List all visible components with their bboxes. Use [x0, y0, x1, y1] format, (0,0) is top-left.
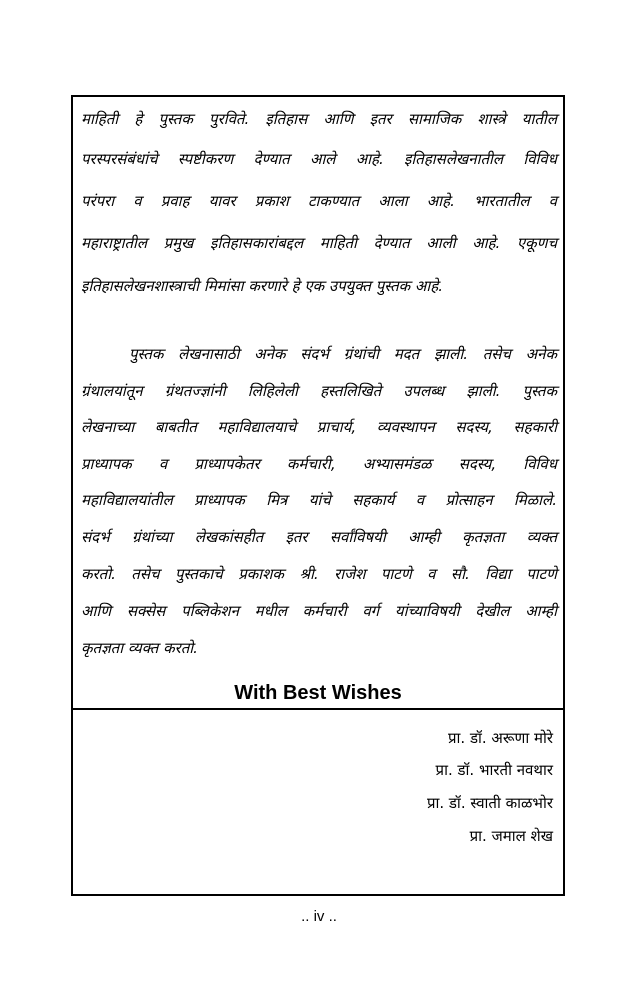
paragraph-2-line: महाविद्यालयांतील प्राध्यापक मित्र यांचे सहकार्य व प्रोत्साहन मिळाले. — [81, 491, 557, 509]
divider — [73, 708, 563, 710]
paragraph-1-line: इतिहासलेखनशास्त्राची मिमांसा करणारे हे एक उपयुक्त पुस्तक आहे. — [81, 277, 443, 295]
page-number: .. iv .. — [301, 908, 337, 925]
paragraph-2-line: करतो. तसेच पुस्तकाचे प्रकाशक श्री. राजेश पाटणे व सौ. विद्या पाटणे — [81, 565, 557, 583]
author-name: प्रा. डॉ. अरूणा मोरे — [447, 729, 553, 747]
paragraph-2-line: आणि सक्सेस पब्लिकेशन मधील कर्मचारी वर्ग यांच्याविषयी देखील आम्ही — [81, 602, 557, 620]
paragraph-1-line: माहिती हे पुस्तक पुरविते. इतिहास आणि इतर सामाजिक शास्त्रे यातील — [81, 110, 557, 128]
paragraph-1-line: परस्परसंबंधांचे स्पष्टीकरण देण्यात आले आहे. इतिहासलेखनातील विविध — [81, 150, 557, 168]
paragraph-1-line: महाराष्ट्रातील प्रमुख इतिहासकारांबद्दल माहिती देण्यात आली आहे. एकूणच — [81, 234, 557, 252]
paragraph-2-line: लेखनाच्या बाबतीत महाविद्यालयाचे प्राचार्य, व्यवस्थापन सदस्य, सहकारी — [81, 418, 557, 436]
best-wishes-heading: With Best Wishes — [234, 682, 402, 704]
paragraph-2-line: प्राध्यापक व प्राध्यापकेतर कर्मचारी, अभ्यासमंडळ सदस्य, विविध — [81, 455, 557, 473]
paragraph-2-line: कृतज्ञता व्यक्त करतो. — [81, 639, 198, 657]
paragraph-2-line: पुस्तक लेखनासाठी अनेक संदर्भ ग्रंथांची मदत झाली. तसेच अनेक — [129, 345, 557, 363]
author-name: प्रा. डॉ. स्वाती काळभोर — [426, 794, 553, 812]
paragraph-2-line: संदर्भ ग्रंथांच्या लेखकांसहीत इतर सर्वांविषयी आम्ही कृतज्ञता व्यक्त — [81, 528, 557, 546]
author-name: प्रा. डॉ. भारती नवथार — [435, 761, 553, 779]
author-name: प्रा. जमाल शेख — [469, 827, 553, 845]
paragraph-1-line: परंपरा व प्रवाह यावर प्रकाश टाकण्यात आला आहे. भारतातील व — [81, 192, 557, 210]
paragraph-2-line: ग्रंथालयांतून ग्रंथतज्ज्ञांनी लिहिलेली हस्तलिखिते उपलब्ध झाली. पुस्तक — [81, 382, 557, 400]
content-frame — [71, 95, 565, 896]
